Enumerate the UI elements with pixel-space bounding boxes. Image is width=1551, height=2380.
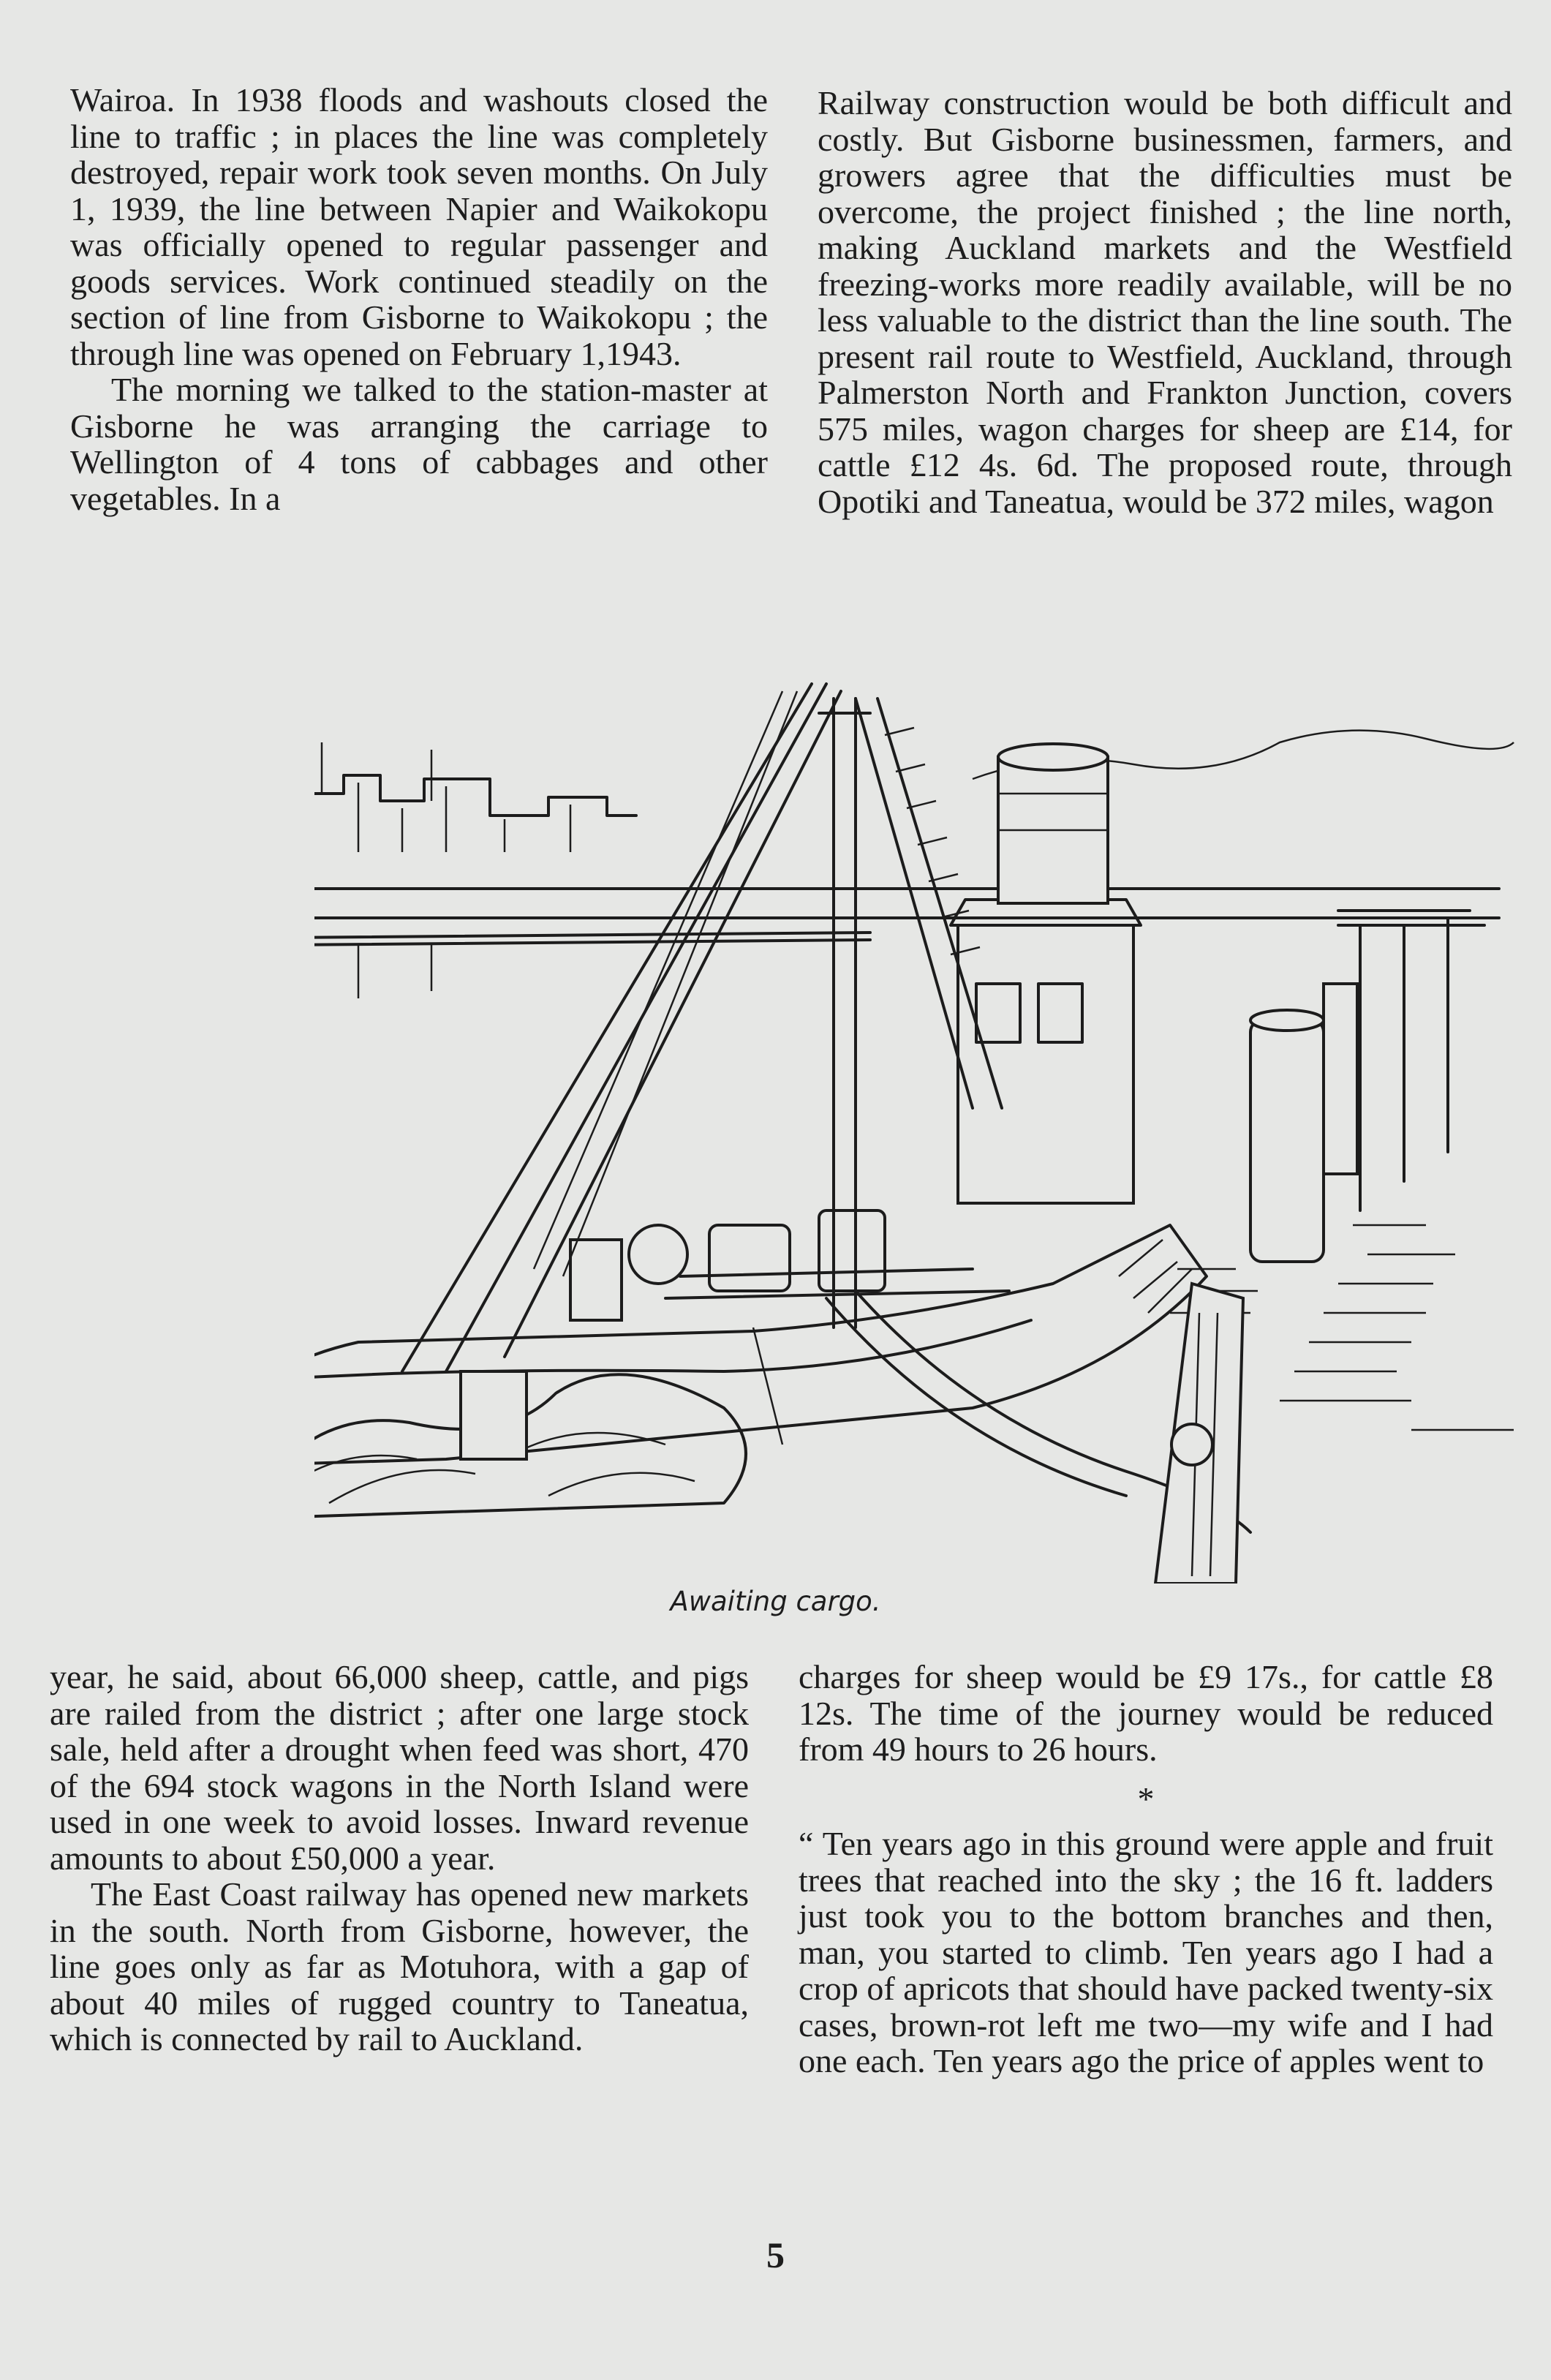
column-top-right	[818, 85, 1512, 519]
paragraph: year, he said, about 66,000 sheep, cattle, and pigs are railed from the district ; after one large stock sale, held after a drought when feed was short, 470 of the 694 stock wagons in the North Island were used in one week to avoid losses. Inward revenue amounts to about £50,000 a year.	[50, 1658, 749, 1877]
illustration-awaiting-cargo	[314, 669, 1528, 1583]
column-bottom-right	[799, 1659, 1493, 2079]
deck-machinery	[570, 1210, 1009, 1320]
paragraph: “ Ten years ago in this ground were apple and fruit trees that reached into the sky ; the 16 ft. ladders just took you to the bottom branches and then, man, you started to climb. Ten years ago I had a crop of apricots that should have packed twenty-six cases, brown-rot left me two—my wife and I had one each. Ten years ago the price of apples went to	[799, 1825, 1493, 2079]
section-divider: *	[1137, 1780, 1155, 1818]
foreground-post	[1155, 1284, 1243, 1583]
funnel	[998, 744, 1108, 903]
rope-bundle	[314, 1371, 746, 1518]
paragraph: Railway construction would be both difficult and costly. But Gisborne businessmen, farmers, and growers agree that the difficulties must be overcome, the project finished ; the line north, making Auckland markets and the Westfield freezing-works more readily available, will be no less valuable to the district than the line south. The present rail route to Westfield, Auckland, through Palmerston North and Frankton Junction, covers 575 miles, wagon charges for sheep are £14, for cattle £12 4s. 6d. The proposed route, through Opotiki and Taneatua, would be 372 miles, wagon	[818, 84, 1512, 520]
paragraph: Wairoa. In 1938 floods and washouts closed the line to traffic ; in places the line was completely destroyed, repair work took seven months. On July 1, 1939, the line between Napier and Waikokopu was officially opened to regular passenger and goods services. Work continued steadily on the section of line from Gisborne to Waikokopu ; the through line was opened on February 1,1943.	[70, 81, 768, 372]
paragraph: The East Coast railway has opened new markets in the south. North from Gisborne, however, the line goes only as far as Motuhora, with a gap of about 40 miles of rugged country to Taneatua, which is connected by rail to Auckland.	[50, 1875, 749, 2057]
figure-caption: Awaiting cargo.	[670, 1586, 881, 1617]
column-bottom-left	[50, 1659, 749, 2057]
rigging	[402, 684, 1002, 1371]
wheelhouse	[951, 900, 1141, 1203]
paragraph: charges for sheep would be £9 17s., for cattle £8 12s. The time of the journey would be reduced from 49 hours to 26 hours.	[799, 1658, 1493, 1768]
page-number: 5	[766, 2234, 785, 2275]
town-skyline	[314, 728, 636, 852]
boat-sketch	[314, 669, 1528, 1583]
mooring-posts	[1250, 984, 1357, 1262]
column-top-left	[70, 82, 768, 516]
paragraph: The morning we talked to the station-master at Gisborne he was arranging the carriage to Wellington of 4 tons of cabbages and other vegetables. In a	[70, 371, 768, 517]
